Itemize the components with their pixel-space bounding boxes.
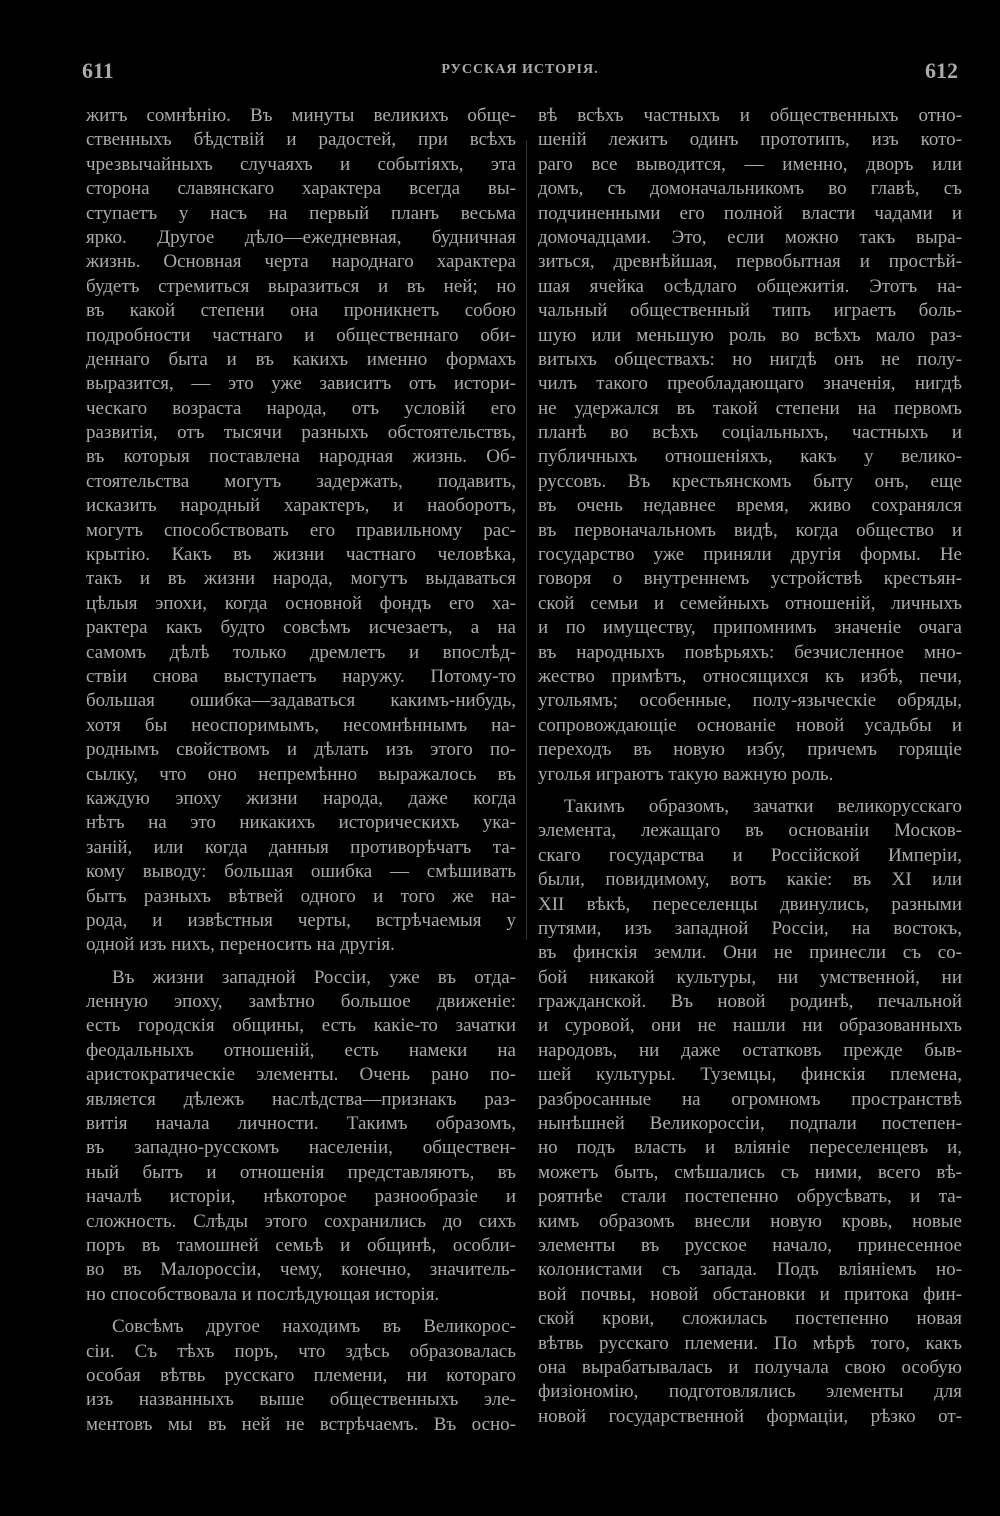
text-line: шей культуры. Туземцы, финскія племена, — [538, 1064, 962, 1086]
text-line: публичныхъ отношеніяхъ, какъ у велико- — [538, 446, 962, 468]
text-line: феодальныхъ отношеній, есть намеки на — [86, 1039, 516, 1061]
text-line: зиться, древнѣйшая, первобытная и простѣй- — [538, 251, 962, 273]
paragraph-gap — [538, 787, 962, 795]
text-line: говоря о внутреннемъ устройствѣ крестьян- — [538, 568, 962, 590]
text-line: подробности частнаго и общественнаго оби- — [86, 324, 516, 346]
text-line: большая ошибка—задаваться какимъ-нибудь, — [86, 690, 516, 712]
text-line: поръ въ тамошней семьѣ и общинѣ, особли- — [86, 1234, 516, 1256]
text-line: въ западно-русскомъ населеніи, обществен- — [86, 1137, 516, 1159]
text-line: чилъ такого преобладающаго значенія, нигдѣ — [538, 373, 962, 395]
running-title: РУССКАЯ ИСТОРІЯ. — [441, 62, 599, 77]
text-line: выразится, — это уже зависитъ отъ истори- — [86, 373, 516, 395]
text-line: угольямъ; особенные, полу-языческіе обряды, — [538, 690, 962, 712]
text-line: путями, изъ западной Россіи, на востокъ, — [538, 917, 962, 939]
text-line: деннаго быта и въ какихъ именно формахъ — [86, 348, 516, 370]
text-line: сіи. Съ тѣхъ поръ, что здѣсь образовалась — [86, 1340, 516, 1362]
text-line: элементы въ русское начало, принесенное — [538, 1234, 962, 1256]
text-line: гражданской. Въ новой родинѣ, печальной — [538, 991, 962, 1013]
text-line: бытъ разныхъ вѣтвей одного и того же на- — [86, 885, 516, 907]
text-line: Совсѣмъ другое находимъ въ Великорос- — [112, 1316, 516, 1338]
text-line: рактера какъ будто совсѣмъ исчезаетъ, а на — [86, 617, 516, 639]
text-line: витыхъ обществахъ: но нигдѣ онъ не полу- — [538, 348, 962, 370]
text-line: витія начала личности. Такимъ образомъ, — [86, 1113, 516, 1135]
text-line: ленную эпоху, замѣтно большое движеніе: — [86, 991, 516, 1013]
text-line: она вырабатывалась и получала свою особую — [538, 1356, 962, 1378]
text-line: ярко. Другое дѣло—ежедневная, будничная — [86, 226, 516, 248]
text-line: раго все выводится, — именно, дворъ или — [538, 153, 962, 175]
text-line: самомъ дѣлѣ только дремлетъ и впослѣд- — [86, 641, 516, 663]
text-line: такъ и въ жизни народа, могутъ выдаваться — [86, 568, 516, 590]
text-line: шую или меньшую роль во всѣхъ мало раз- — [538, 324, 962, 346]
text-line: Въ жизни западной Россіи, уже въ отда- — [112, 966, 516, 988]
text-line: въ финскія земли. Они не принесли съ со- — [538, 942, 962, 964]
text-line: домъ, съ домоначальникомъ во главѣ, съ — [538, 178, 962, 200]
text-line: житъ сомнѣнію. Въ минуты великихъ обще- — [86, 105, 516, 126]
text-line: въ очень недавнее время, живо сохранялся — [538, 495, 962, 517]
text-line: развитія, отъ тысячи разныхъ обстоятельствъ, — [86, 422, 516, 444]
text-line: началѣ исторіи, нѣкоторое разнообразіе и — [86, 1186, 516, 1208]
text-line: особая вѣтвь русскаго племени, ни котораго — [86, 1364, 516, 1386]
text-line: въ народныхъ повѣрьяхъ: безчисленное мно- — [538, 641, 962, 663]
text-line: жизнь. Основная черта народнаго характера — [86, 251, 516, 273]
text-line: уголья играютъ такую важную роль. — [538, 763, 834, 785]
right-column — [538, 104, 962, 1429]
text-line: ственныхъ бѣдствій и радостей, при всѣхъ — [86, 129, 516, 151]
paragraph-gap — [86, 1307, 516, 1315]
text-line: роднымъ свойствомъ и дѣлать изъ этого по- — [86, 739, 516, 761]
text-line: кимъ образомъ внесли новую кровь, новые — [538, 1210, 962, 1232]
text-line: но подъ власть и вліяніе переселенцевъ и, — [538, 1137, 962, 1159]
text-line: сложность. Слѣды этого сохранились до сихъ — [86, 1210, 516, 1232]
text-line: и суровой, они не нашли ни образованныхъ — [538, 1015, 962, 1037]
text-line: рода, и извѣстныя черты, встрѣчаемыя у — [86, 909, 516, 931]
text-line: въ которыя поставлена народная жизнь. Об- — [86, 446, 516, 468]
text-line: будетъ стремиться выразиться и въ ней; но — [86, 275, 516, 297]
text-line: руссовъ. Въ крестьянскомъ быту онъ, еще — [538, 470, 962, 492]
text-line: были, повидимому, вотъ какіе: въ XI или — [538, 869, 962, 891]
text-line: XII вѣкѣ, переселенцы двинулись, разными — [538, 893, 962, 915]
text-line: исказить народный характеръ, и наоборотъ, — [86, 495, 516, 517]
column-divider — [526, 140, 527, 940]
text-line: ный бытъ и отношенія представляютъ, въ — [86, 1161, 516, 1183]
text-line: сылку, что оно непремѣнно выражалось въ — [86, 763, 516, 785]
text-line: одной изъ нихъ, переносить на другія. — [86, 934, 395, 956]
text-line: бой никакой культуры, ни умственной, ни — [538, 966, 962, 988]
text-line: новой государственной формаціи, рѣзко от- — [538, 1405, 962, 1427]
text-line: вѣтвь русскаго племени. По мѣрѣ того, какъ — [538, 1332, 962, 1354]
text-line: сторона славянскаго характера всегда вы- — [86, 178, 516, 200]
text-line: шая ячейка осѣдлаго общежитія. Этотъ на- — [538, 275, 962, 297]
text-line: изъ названныхъ выше общественныхъ эле- — [86, 1389, 516, 1411]
text-line: заній, или когда данныя противорѣчатъ та- — [86, 836, 516, 858]
paragraph-gap — [86, 958, 516, 966]
text-line: подчиненными его полной власти чадами и — [538, 202, 962, 224]
text-line: ской семьи и семейныхъ отношеній, личныхъ — [538, 592, 962, 614]
text-line: скаго государства и Россійской Имперіи, — [538, 844, 962, 866]
left-column — [86, 104, 516, 1437]
text-line: элемента, лежащаго въ основаніи Москов- — [538, 820, 962, 842]
text-line: сопровождающіе основаніе новой усадьбы и — [538, 714, 962, 736]
text-line: въ первоначальномъ видѣ, когда общество и — [538, 519, 962, 541]
text-line: ступаетъ у насъ на первый планъ весьма — [86, 202, 516, 224]
text-line: ческаго возраста народа, отъ условій его — [86, 397, 516, 419]
text-line: вѣ всѣхъ частныхъ и общественныхъ отно- — [538, 105, 962, 126]
text-line: планѣ во всѣхъ соціальныхъ, частныхъ и — [538, 422, 962, 444]
page-number-left: 611 — [82, 58, 114, 83]
text-line: роятнѣе стали постепенно обрусѣвать, и та- — [538, 1186, 962, 1208]
text-line: народовъ, ни даже остатковъ прежде быв- — [538, 1039, 962, 1061]
text-line: переходъ въ новую избу, причемъ горящіе — [538, 739, 962, 761]
text-line: каждую эпоху жизни народа, даже когда — [86, 787, 516, 809]
text-line: и по имуществу, припомнимъ значеніе очага — [538, 617, 962, 639]
text-line: нѣтъ на это никакихъ историческихъ ука- — [86, 812, 516, 834]
text-line: ской крови, сложилась постепенно новая — [538, 1308, 962, 1330]
text-line: хотя бы неоспоримымъ, несомнѣннымъ на- — [86, 714, 516, 736]
text-line: стоятельства могутъ задержать, подавить, — [86, 470, 516, 492]
text-line: могутъ способствовать его правильному рас- — [86, 519, 516, 541]
text-line: колонистами съ запада. Подъ вліяніемъ но- — [538, 1259, 962, 1281]
text-line: ствіи снова выступаетъ наружу. Потому-то — [86, 665, 516, 687]
text-line: но способствовала и послѣдующая исторія. — [86, 1283, 440, 1305]
text-line: аристократическіе элементы. Очень рано по- — [86, 1064, 516, 1086]
text-line: является дѣлежъ наслѣдства—признакъ раз- — [86, 1088, 516, 1110]
text-line: цѣлыя эпохи, когда основной фондъ его ха- — [86, 592, 516, 614]
text-line: крытію. Какъ въ жизни частнаго человѣка, — [86, 544, 516, 566]
text-line: разбросанные на огромномъ пространствѣ — [538, 1088, 962, 1110]
text-line: чальный общественный типъ играетъ боль- — [538, 300, 962, 322]
text-line: государство уже приняли другія формы. Не — [538, 544, 962, 566]
page-number-right: 612 — [925, 58, 958, 83]
text-line: можетъ быть, смѣшались съ ними, всего вѣ- — [538, 1161, 962, 1183]
text-line: Такимъ образомъ, зачатки великорусскаго — [564, 795, 962, 817]
page-header — [82, 58, 958, 82]
text-line: нынѣшней Великороссіи, подпали постепен- — [538, 1113, 962, 1135]
text-line: чрезвычайныхъ случаяхъ и событіяхъ, эта — [86, 153, 516, 175]
text-line: во въ Малороссіи, чему, конечно, значитель- — [86, 1259, 516, 1281]
text-line: кому выводу: большая ошибка — смѣшивать — [86, 861, 516, 883]
text-line: жество примѣтъ, относящихся къ избѣ, печи, — [538, 665, 962, 687]
text-line: шеній лежитъ одинъ прототипъ, изъ кото- — [538, 129, 962, 151]
text-line: есть городскія общины, есть какіе-то зачатки — [86, 1015, 516, 1037]
text-line: не удержался въ такой степени на первомъ — [538, 397, 962, 419]
text-line: въ какой степени она проникнетъ собою — [86, 300, 516, 322]
text-line: физіономію, подготовлялись элементы для — [538, 1381, 962, 1403]
text-line: ментовъ мы въ ней не встрѣчаемъ. Въ осно- — [86, 1413, 516, 1435]
text-line: вой почвы, новой обстановки и притока фин- — [538, 1283, 962, 1305]
text-line: домочадцами. Это, если можно такъ выра- — [538, 226, 962, 248]
